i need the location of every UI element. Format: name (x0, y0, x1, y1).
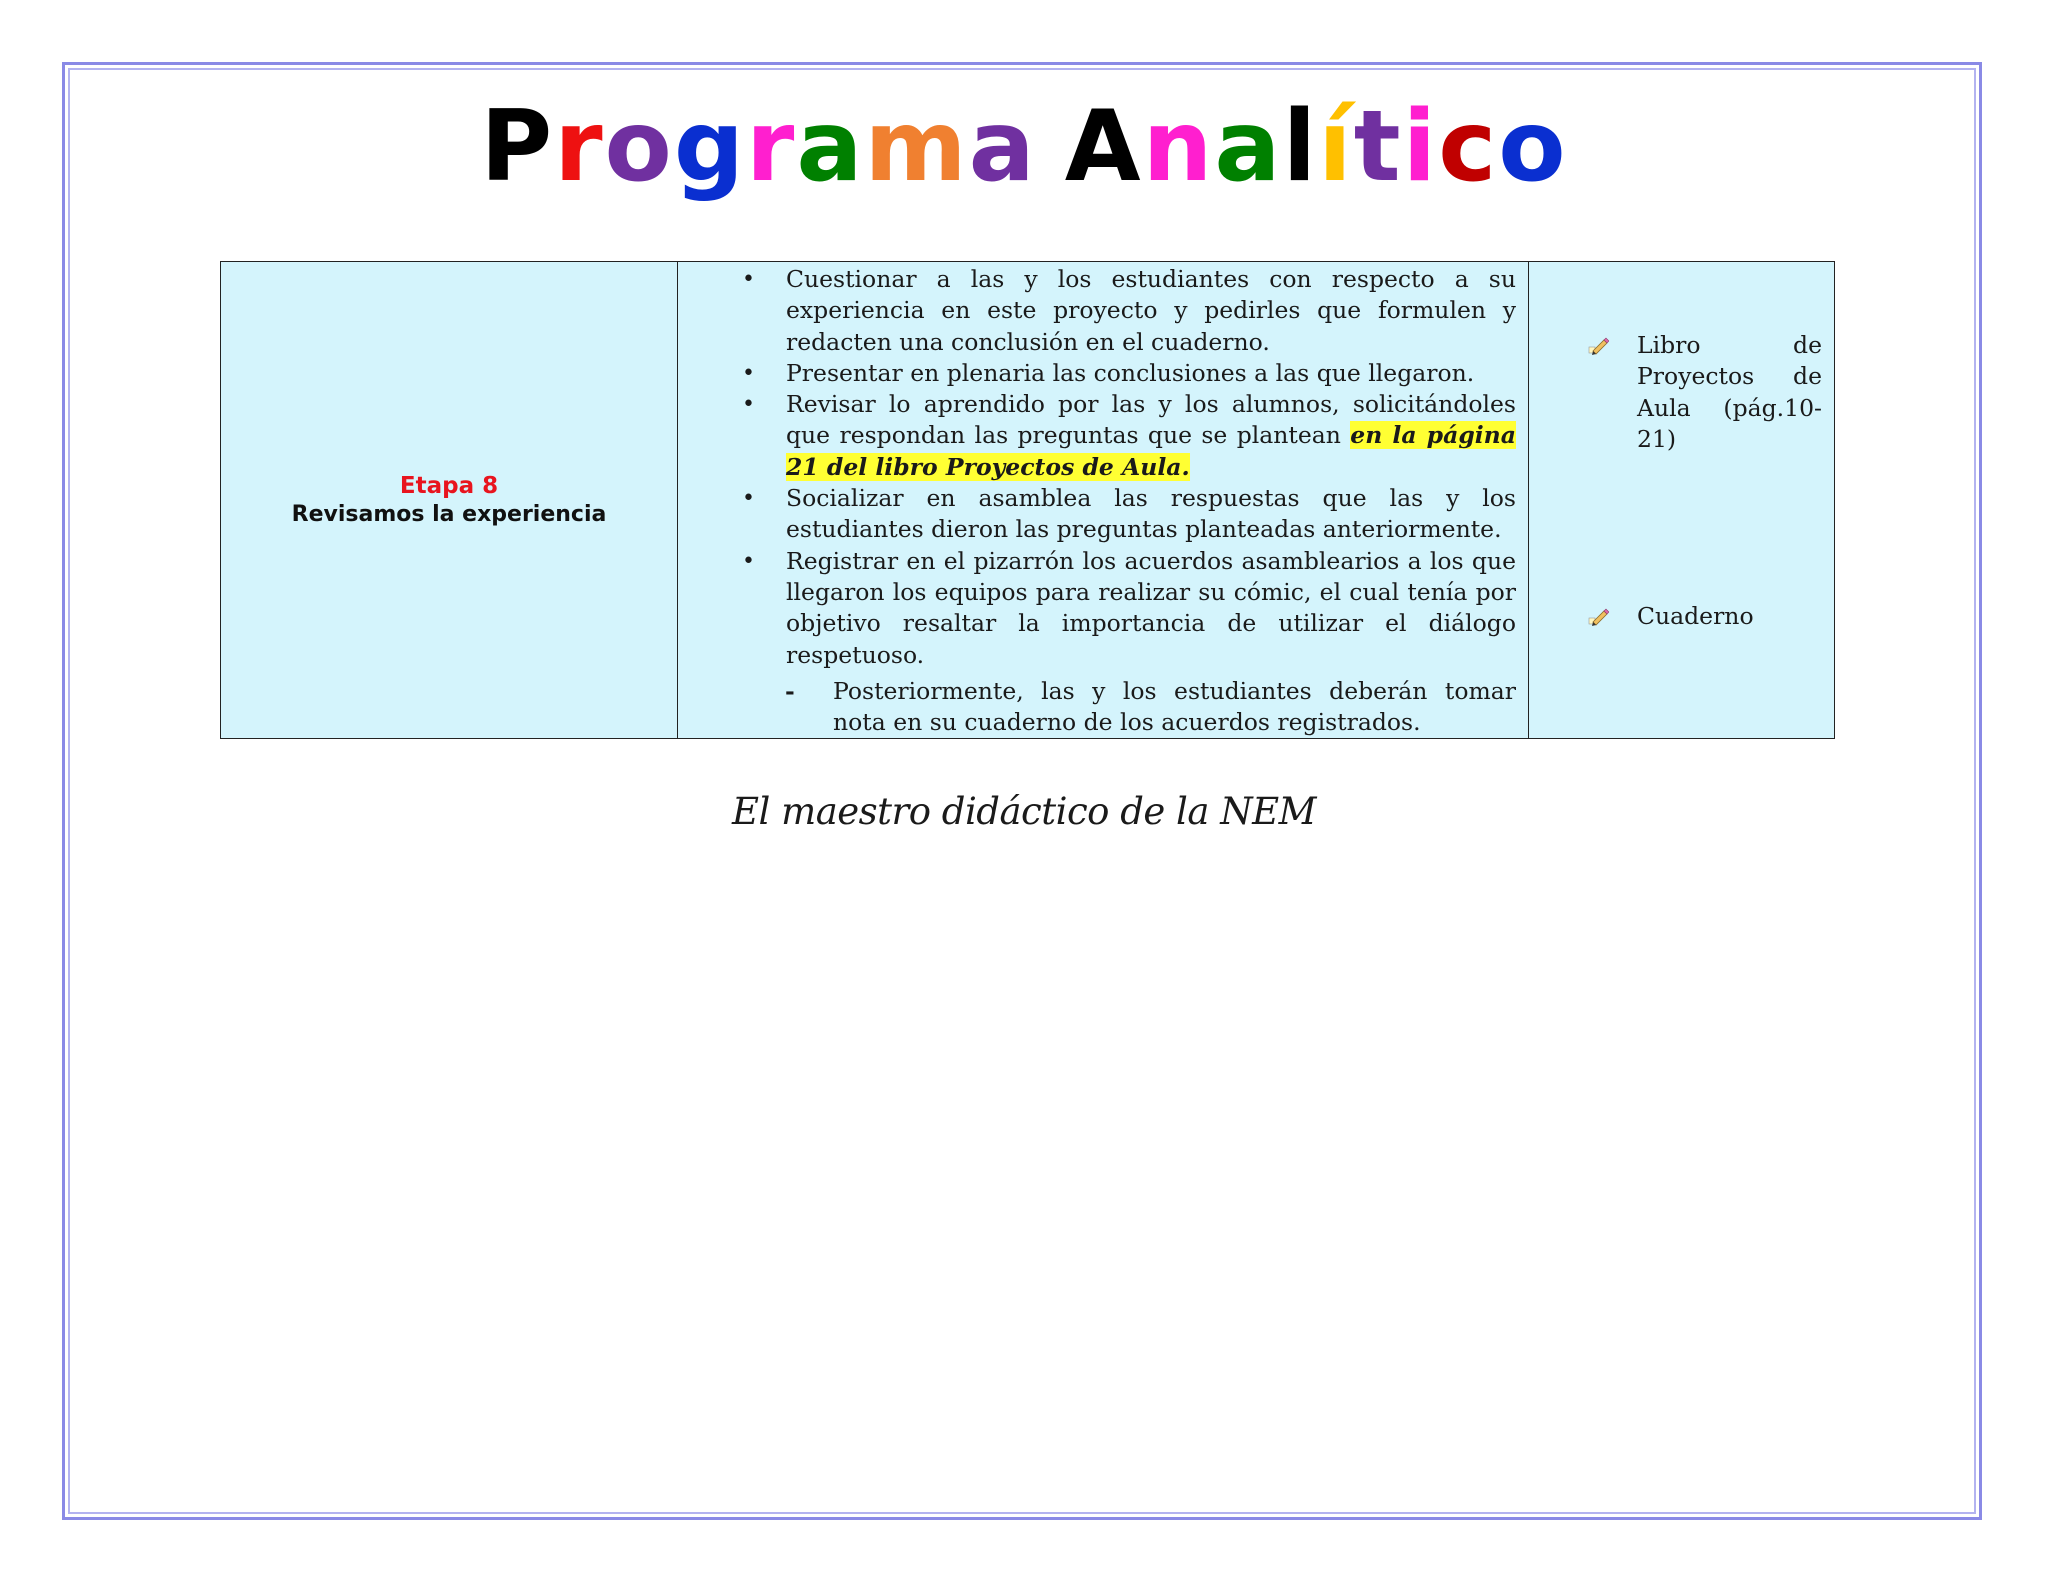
title-letter: a (1214, 90, 1283, 204)
activities-cell (678, 262, 1529, 739)
bullet-icon: • (742, 360, 755, 386)
list-item (678, 264, 1516, 358)
title-letter: r (746, 90, 797, 204)
bullet-icon: • (742, 548, 755, 574)
title-letter: P (480, 90, 555, 204)
footer-signature: El maestro didáctico de la NEM (732, 790, 1316, 833)
activity-text: Revisar lo aprendido por las y los alumnos, solicitándoles que respondan las preguntas que se plantean (786, 390, 1516, 450)
title-letter: t (1353, 90, 1403, 204)
activity-text: Presentar en plenaria las conclusiones a las que llegaron. (786, 358, 1475, 387)
bullet-icon: • (742, 392, 755, 418)
stage-cell (221, 262, 678, 739)
title-letter: n (1142, 90, 1215, 204)
table-row (221, 262, 1835, 739)
bullet-icon: • (742, 486, 755, 512)
activity-text: Registrar en el pizarrón los acuerdos asamblearios a los que llegaron los equipos para realizar su cómic, el cual tenía por objetivo resaltar la importancia de utilizar el diálogo respetuoso. (786, 546, 1516, 669)
title-letter: l (1282, 90, 1319, 204)
title-letter: A (1064, 90, 1143, 204)
stage-number: Etapa 8 (399, 473, 499, 500)
title-letter: c (1438, 90, 1499, 204)
title-letter: m (864, 90, 969, 204)
title-space (1037, 98, 1065, 196)
materials-cell (1529, 262, 1835, 739)
material-item (1529, 330, 1834, 455)
list-item (678, 546, 1516, 671)
title-letter: r (554, 90, 605, 204)
sub-item (678, 676, 1528, 739)
title-letter: a (968, 90, 1037, 204)
list-item (678, 483, 1516, 546)
highlighted-reference: en la página 21 del libro Proyectos de Aula. (786, 421, 1516, 481)
title-letter: í (1318, 90, 1354, 204)
title-letter: i (1402, 90, 1439, 204)
title-letter: o (1498, 90, 1568, 204)
material-text: Cuaderno (1637, 602, 1754, 631)
material-item (1529, 601, 1834, 632)
title-letter: o (604, 90, 674, 204)
pencil-icon (1587, 606, 1609, 628)
activity-text: Socializar en asamblea las respuestas que las y los estudiantes dieron las preguntas planteadas anteriormente. (786, 484, 1516, 544)
title-letter: a (796, 90, 865, 204)
list-item (678, 389, 1516, 483)
material-text: Libro de Proyectos de Aula (pág.10-21) (1637, 331, 1822, 453)
activities-list (678, 262, 1528, 671)
list-item (678, 358, 1516, 389)
bullet-icon: • (742, 267, 755, 292)
activity-text: Cuestionar a las y los estudiantes con respecto a su experiencia en este proyecto y pedirles que formulen y redacten una conclusión en el cuaderno. (786, 265, 1516, 356)
dash-icon: - (785, 676, 795, 705)
pencil-icon (1587, 335, 1609, 357)
plan-table (220, 261, 1835, 739)
title-letter: g (673, 90, 747, 204)
sub-item-text: Posteriormente, las y los estudiantes deberán tomar nota en su cuaderno de los acuerdos registrados. (833, 676, 1516, 737)
stage-name: Revisamos la experiencia (291, 501, 607, 527)
page-title (0, 90, 2048, 204)
